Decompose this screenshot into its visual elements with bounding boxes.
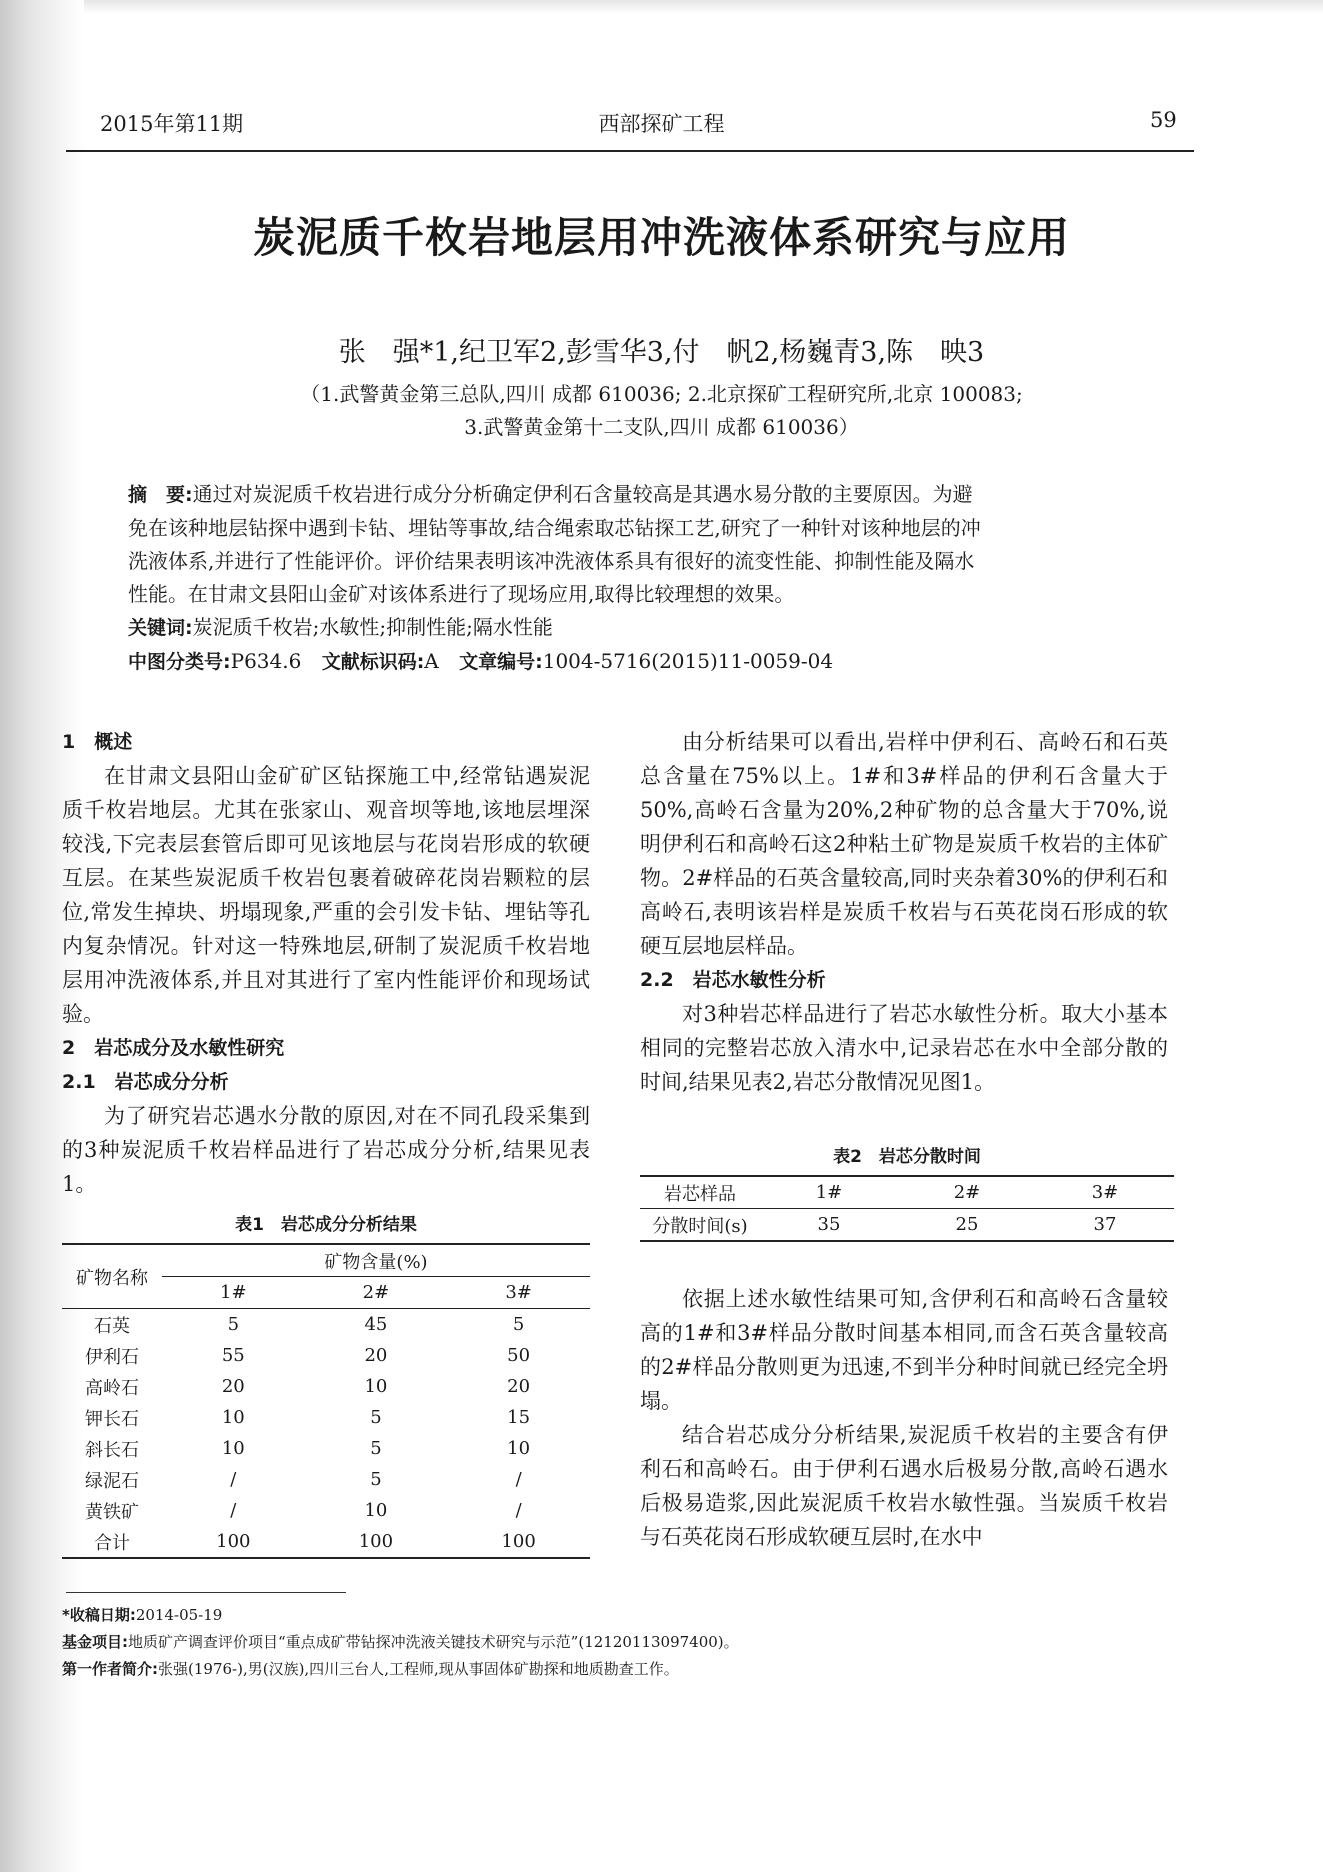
keywords (128, 611, 1128, 645)
table-1-cell: 10 (221, 1438, 245, 1459)
abstract-line-3: 洗液体系,并进行了性能评价。评价结果表明该冲洗液体系具有很好的流变性能、抑制性能及隔水 (128, 549, 975, 573)
abstract-line-1: 摘 要:通过对炭泥质千枚岩进行成分分析确定伊利石含量较高是其遇水易分散的主要原因。为避 (128, 482, 973, 506)
table-1-cell: 5 (512, 1314, 525, 1335)
table-1-row (62, 1526, 590, 1558)
table-1-cell: 55 (221, 1345, 245, 1366)
table-1-cell: 20 (507, 1376, 531, 1397)
table-1-row (62, 1464, 590, 1495)
table-1-cell: / (515, 1469, 522, 1490)
table-1-cell: 5 (370, 1438, 382, 1459)
table-1-row (62, 1433, 590, 1464)
right-paragraph-4: 结合岩芯成分分析结果,炭泥质千枚岩的主要含有伊利石和高岭石。由于伊利石遇水后极易分散,高岭石遇水后极易造浆,因此炭泥质千枚岩水敏性强。当炭质千枚岩与石英花岗石形成软硬互层时,在水中 (640, 1423, 1168, 1549)
table-1-cell: 100 (216, 1531, 251, 1552)
article-title: 炭泥质千枚岩地层用冲洗液体系研究与应用 (252, 213, 1070, 262)
table-1-mineral-name: 黄铁矿 (85, 1501, 139, 1523)
footnote-author: 第一作者简介:张强(1976-),男(汉族),四川三台人,工程师,现从事固体矿勘探和地质勘查工作。 (62, 1660, 679, 1678)
table-1-cell: 5 (370, 1407, 382, 1428)
abstract (128, 478, 1128, 679)
left-column (62, 725, 590, 1201)
table-1-mineral-name: 高岭石 (85, 1377, 139, 1399)
table-1-cell: 5 (370, 1469, 382, 1490)
footnote-fund: 基金项目:地质矿产调查评价项目“重点成矿带钻探冲洗液关键技术研究与示范”(12120113097400)。 (62, 1633, 739, 1651)
keywords-label: 关键词: (128, 617, 193, 639)
table-2-caption: 表2 岩芯分散时间 (833, 1147, 981, 1167)
right-column-lower (640, 1282, 1168, 1554)
table-1-cell: 10 (507, 1438, 531, 1459)
table-1-cell: 45 (364, 1314, 388, 1335)
section-2-heading: 2 岩芯成分及水敏性研究 (62, 1037, 285, 1059)
table-1-sample-header: 1# (220, 1282, 247, 1303)
table-1-cell: / (515, 1500, 522, 1521)
table-1-cell: 10 (364, 1500, 388, 1521)
classification-line: 中图分类号:P634.6 文献标识码:A 文章编号:1004-5716(2015)11-0059-04 (128, 649, 834, 673)
table-1-mineral-name: 合计 (94, 1532, 130, 1554)
section-1-heading: 1 概述 (62, 731, 133, 753)
table-1-row (62, 1371, 590, 1402)
table-1 (62, 1210, 590, 1559)
footnote-received: *收稿日期:2014-05-19 (62, 1606, 223, 1624)
header-page-number: 59 (1150, 108, 1177, 132)
right-column (640, 725, 1168, 1099)
table-1-cell: 10 (221, 1407, 245, 1428)
table-1-row (62, 1402, 590, 1433)
abstract-label: 摘 要: (128, 484, 193, 506)
section-2-1-heading: 2.1 岩芯成分分析 (62, 1071, 229, 1093)
table-1-row (62, 1340, 590, 1371)
section-1-paragraph: 在甘肃文县阳山金矿矿区钻探施工中,经常钻遇炭泥质千枚岩地层。尤其在张家山、观音坝等地,该地层埋深较浅,下完表层套管后即可见该地层与花岗岩形成的软硬互层。在某些炭泥质千枚岩包裹着破碎花岗岩颗粒的层位,常发生掉块、坍塌现象,严重的会引发卡钻、埋钻等孔内复杂情况。针对这一特殊地层,研制了炭泥质千枚岩地层用冲洗液体系,并且对其进行了室内性能评价和现场试验。 (62, 764, 590, 1026)
right-paragraph-1: 由分析结果可以看出,岩样中伊利石、高岭石和石英总含量在75%以上。1#和3#样品的伊利石含量大于50%,高岭石含量为20%,2种矿物的总含量大于70%,说明伊利石和高岭石这2种粘土矿物是炭质千枚岩的主体矿物。2#样品的石英含量较高,同时夹杂着30%的伊利石和高岭石,表明该岩样是炭质千枚岩与石英花岗石形成的软硬互层地层样品。 (640, 730, 1168, 958)
table-2-cell: 37 (1093, 1214, 1117, 1235)
table-2-sample-header: 3# (1091, 1182, 1119, 1203)
table-1-cell: 100 (358, 1531, 394, 1552)
table-1-row (62, 1495, 590, 1526)
table-2-sample-header: 1# (815, 1182, 843, 1203)
table-2-grid (640, 1175, 1174, 1242)
table-1-group-header: 矿物含量(%) (162, 1244, 590, 1277)
table-1-mineral-name: 斜长石 (85, 1439, 139, 1461)
table-1-cell: 10 (364, 1376, 388, 1397)
table-1-mineral-name: 绿泥石 (85, 1470, 139, 1492)
section-2-1-paragraph: 为了研究岩芯遇水分散的原因,对在不同孔段采集到的3种炭泥质千枚岩样品进行了岩芯成分分析,结果见表1。 (62, 1104, 590, 1196)
table-2-cell: 35 (817, 1214, 841, 1235)
table-1-col-header: 矿物名称 (76, 1267, 148, 1289)
table-1-cell: 15 (507, 1407, 531, 1428)
author-list: 张 强*1,纪卫军2,彭雪华3,付 帆2,杨巍青3,陈 映3 (338, 337, 985, 368)
abstract-line-2: 免在该种地层钻探中遇到卡钻、埋钻等事故,结合绳索取芯钻探工艺,研究了一种针对该种地层的冲 (128, 516, 981, 540)
keywords-text: 炭泥质千枚岩;水敏性;抑制性能;隔水性能 (192, 615, 553, 639)
table-1-sample-header: 3# (505, 1282, 532, 1303)
table-2-sample-header: 2# (953, 1182, 981, 1203)
table-1-row (62, 1309, 590, 1341)
table-2-row-label: 岩芯样品 (664, 1183, 736, 1205)
table-1-mineral-name: 石英 (94, 1315, 130, 1337)
table-1-mineral-name: 钾长石 (85, 1408, 139, 1430)
right-paragraph-3: 依据上述水敏性结果可知,含伊利石和高岭石含量较高的1#和3#样品分散时间基本相同,而含石英含量较高的2#样品分散则更为迅速,不到半分种时间就已经完全坍塌。 (640, 1287, 1168, 1413)
table-1-cell: / (230, 1469, 237, 1490)
table-2-row-label: 分散时间(s) (652, 1215, 748, 1237)
header-journal: 西部探矿工程 (598, 112, 725, 136)
footnote-rule (66, 1592, 346, 1593)
table-1-grid (62, 1243, 590, 1559)
table-1-cell: 50 (507, 1345, 531, 1366)
right-paragraph-2: 对3种岩芯样品进行了岩芯水敏性分析。取大小基本相同的完整岩芯放入清水中,记录岩芯在水中全部分散的时间,结果见表2,岩芯分散情况见图1。 (640, 1002, 1168, 1094)
table-2 (640, 1142, 1174, 1242)
table-1-cell: 5 (227, 1314, 240, 1335)
header-rule (66, 150, 1194, 152)
table-1-mineral-name: 伊利石 (85, 1346, 139, 1368)
scan-shadow-top (0, 0, 1323, 14)
table-1-cell: 100 (501, 1531, 536, 1552)
table-2-cell: 25 (955, 1214, 979, 1235)
affiliation-line-2: 3.武警黄金第十二支队,四川 成都 610036） (464, 415, 859, 439)
table-1-caption: 表1 岩芯成分分析结果 (235, 1215, 417, 1235)
table-1-cell: 20 (364, 1345, 388, 1366)
abstract-line-4: 性能。在甘肃文县阳山金矿对该体系进行了现场应用,取得比较理想的效果。 (128, 582, 795, 606)
section-2-2-heading: 2.2 岩芯水敏性分析 (640, 969, 826, 991)
table-1-cell: 20 (221, 1376, 245, 1397)
header-issue: 2015年第11期 (100, 112, 244, 136)
affiliation-line-1: （1.武警黄金第三总队,四川 成都 610036; 2.北京探矿工程研究所,北京 100083; (300, 382, 1023, 406)
table-1-sample-header: 2# (362, 1282, 390, 1303)
table-1-cell: / (230, 1500, 237, 1521)
